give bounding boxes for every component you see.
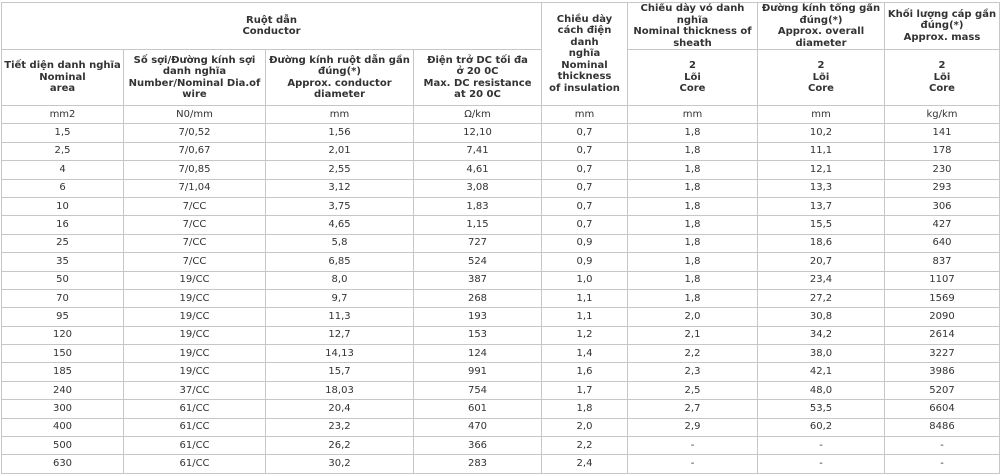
- cell-sheath-thickness: 1,8: [628, 197, 758, 215]
- cell-nominal-area: 150: [2, 345, 124, 363]
- cell-mass: 5207: [885, 381, 1000, 399]
- cell-insulation-thickness: 2,4: [542, 455, 628, 473]
- cell-wire-count: 19/CC: [124, 326, 266, 344]
- cell-conductor-diameter: 14,13: [266, 345, 414, 363]
- cell-sheath-thickness: 2,3: [628, 363, 758, 381]
- cell-nominal-area: 35: [2, 253, 124, 271]
- cell-conductor-diameter: 3,12: [266, 179, 414, 197]
- table-row: [2, 381, 1000, 399]
- cell-nominal-area: 400: [2, 418, 124, 436]
- cell-wire-count: 61/CC: [124, 400, 266, 418]
- cell-sheath-thickness: 2,2: [628, 345, 758, 363]
- cell-sheath-thickness: 1,8: [628, 271, 758, 289]
- cell-overall-diameter: 13,3: [758, 179, 885, 197]
- table-row: [2, 308, 1000, 326]
- cell-sheath-thickness: 1,8: [628, 179, 758, 197]
- cell-mass: 3227: [885, 345, 1000, 363]
- cell-insulation-thickness: 0,7: [542, 124, 628, 142]
- cell-insulation-thickness: 0,7: [542, 197, 628, 215]
- cell-mass: 1569: [885, 289, 1000, 307]
- table-row: [2, 161, 1000, 179]
- header-core-sheath: 2 Lõi Core: [628, 50, 758, 106]
- table-row: [2, 326, 1000, 344]
- cell-sheath-thickness: 2,0: [628, 308, 758, 326]
- cell-dc-resistance: 283: [414, 455, 542, 473]
- cell-insulation-thickness: 1,1: [542, 289, 628, 307]
- cell-sheath-thickness: 1,8: [628, 253, 758, 271]
- table-row: [2, 216, 1000, 234]
- table-row: [2, 253, 1000, 271]
- cell-nominal-area: 16: [2, 216, 124, 234]
- cell-sheath-thickness: 1,8: [628, 142, 758, 160]
- cell-insulation-thickness: 0,9: [542, 253, 628, 271]
- cell-mass: 427: [885, 216, 1000, 234]
- cell-mass: 6604: [885, 400, 1000, 418]
- table-row: [2, 179, 1000, 197]
- header-nominal-area: Tiết diện danh nghĩa Nominal area: [2, 50, 124, 106]
- cell-wire-count: 19/CC: [124, 308, 266, 326]
- cell-sheath-thickness: 2,9: [628, 418, 758, 436]
- cell-insulation-thickness: 1,0: [542, 271, 628, 289]
- cell-dc-resistance: 366: [414, 437, 542, 455]
- cell-wire-count: 19/CC: [124, 271, 266, 289]
- cell-conductor-diameter: 4,65: [266, 216, 414, 234]
- cell-insulation-thickness: 0,7: [542, 142, 628, 160]
- cell-wire-count: 7/CC: [124, 216, 266, 234]
- cell-dc-resistance: 1,15: [414, 216, 542, 234]
- header-conductor-diameter: Đường kính ruột dẫn gần đúng(*) Approx. conductor diameter: [266, 50, 414, 106]
- cell-nominal-area: 95: [2, 308, 124, 326]
- cell-nominal-area: 500: [2, 437, 124, 455]
- cell-mass: 2090: [885, 308, 1000, 326]
- cell-nominal-area: mm2: [2, 106, 124, 124]
- cell-overall-diameter: 34,2: [758, 326, 885, 344]
- cell-wire-count: 61/CC: [124, 437, 266, 455]
- cell-nominal-area: 70: [2, 289, 124, 307]
- cell-conductor-diameter: 18,03: [266, 381, 414, 399]
- cell-insulation-thickness: 0,7: [542, 216, 628, 234]
- cell-sheath-thickness: 2,7: [628, 400, 758, 418]
- cell-dc-resistance: 754: [414, 381, 542, 399]
- cell-dc-resistance: 193: [414, 308, 542, 326]
- cell-dc-resistance: 153: [414, 326, 542, 344]
- cell-insulation-thickness: 1,7: [542, 381, 628, 399]
- cell-conductor-diameter: 26,2: [266, 437, 414, 455]
- cell-overall-diameter: 23,4: [758, 271, 885, 289]
- cell-overall-diameter: 20,7: [758, 253, 885, 271]
- cell-conductor-diameter: 23,2: [266, 418, 414, 436]
- cell-mass: -: [885, 455, 1000, 473]
- cell-nominal-area: 50: [2, 271, 124, 289]
- cell-dc-resistance: 470: [414, 418, 542, 436]
- cell-dc-resistance: 7,41: [414, 142, 542, 160]
- cell-dc-resistance: 268: [414, 289, 542, 307]
- cell-mass: 1107: [885, 271, 1000, 289]
- cell-overall-diameter: 30,8: [758, 308, 885, 326]
- cell-dc-resistance: 124: [414, 345, 542, 363]
- cell-overall-diameter: 38,0: [758, 345, 885, 363]
- cell-conductor-diameter: 30,2: [266, 455, 414, 473]
- header-sheath-thickness: Chiều dày vỏ danh nghĩa Nominal thickness of sheath: [628, 3, 758, 50]
- cell-overall-diameter: 18,6: [758, 234, 885, 252]
- cell-wire-count: 19/CC: [124, 289, 266, 307]
- cell-insulation-thickness: 1,1: [542, 308, 628, 326]
- cell-nominal-area: 25: [2, 234, 124, 252]
- table-row: [2, 234, 1000, 252]
- table-row: [2, 400, 1000, 418]
- cell-wire-count: 19/CC: [124, 363, 266, 381]
- cell-nominal-area: 300: [2, 400, 124, 418]
- table-row: [2, 345, 1000, 363]
- cell-mass: 640: [885, 234, 1000, 252]
- cell-nominal-area: 120: [2, 326, 124, 344]
- header-dc-resistance: Điện trở DC tối đa ở 20 0C Max. DC resistance at 20 0C: [414, 50, 542, 106]
- cell-sheath-thickness: 1,8: [628, 289, 758, 307]
- table-row: [2, 363, 1000, 381]
- cell-wire-count: 7/CC: [124, 197, 266, 215]
- cell-overall-diameter: -: [758, 437, 885, 455]
- cell-nominal-area: 185: [2, 363, 124, 381]
- cell-dc-resistance: 3,08: [414, 179, 542, 197]
- cell-conductor-diameter: 20,4: [266, 400, 414, 418]
- cell-insulation-thickness: 1,4: [542, 345, 628, 363]
- cable-spec-table: [1, 2, 1000, 474]
- cell-overall-diameter: 60,2: [758, 418, 885, 436]
- table-row: [2, 437, 1000, 455]
- cell-insulation-thickness: mm: [542, 106, 628, 124]
- cell-conductor-diameter: 2,01: [266, 142, 414, 160]
- cell-mass: 293: [885, 179, 1000, 197]
- table-row: [2, 197, 1000, 215]
- cell-wire-count: 7/1,04: [124, 179, 266, 197]
- cell-insulation-thickness: 1,8: [542, 400, 628, 418]
- cell-conductor-diameter: mm: [266, 106, 414, 124]
- cell-mass: 8486: [885, 418, 1000, 436]
- cell-overall-diameter: 48,0: [758, 381, 885, 399]
- cell-dc-resistance: 524: [414, 253, 542, 271]
- cell-dc-resistance: 1,83: [414, 197, 542, 215]
- cell-insulation-thickness: 2,2: [542, 437, 628, 455]
- cell-conductor-diameter: 5,8: [266, 234, 414, 252]
- cell-wire-count: 7/0,85: [124, 161, 266, 179]
- cell-sheath-thickness: 2,1: [628, 326, 758, 344]
- cell-insulation-thickness: 2,0: [542, 418, 628, 436]
- cell-insulation-thickness: 1,6: [542, 363, 628, 381]
- cell-sheath-thickness: 1,8: [628, 234, 758, 252]
- cell-mass: 837: [885, 253, 1000, 271]
- cell-sheath-thickness: -: [628, 455, 758, 473]
- cell-overall-diameter: 10,2: [758, 124, 885, 142]
- cell-sheath-thickness: mm: [628, 106, 758, 124]
- cell-nominal-area: 4: [2, 161, 124, 179]
- cell-wire-count: 7/CC: [124, 234, 266, 252]
- cell-wire-count: 19/CC: [124, 345, 266, 363]
- cell-sheath-thickness: 1,8: [628, 216, 758, 234]
- header-core-diameter: 2 Lõi Core: [758, 50, 885, 106]
- cell-wire-count: 37/CC: [124, 381, 266, 399]
- cell-conductor-diameter: 3,75: [266, 197, 414, 215]
- cell-overall-diameter: 15,5: [758, 216, 885, 234]
- table-row: [2, 418, 1000, 436]
- cell-nominal-area: 1,5: [2, 124, 124, 142]
- cell-conductor-diameter: 9,7: [266, 289, 414, 307]
- cell-insulation-thickness: 0,7: [542, 161, 628, 179]
- cell-overall-diameter: 13,7: [758, 197, 885, 215]
- header-core-mass: 2 Lõi Core: [885, 50, 1000, 106]
- cell-conductor-diameter: 15,7: [266, 363, 414, 381]
- cell-sheath-thickness: 1,8: [628, 161, 758, 179]
- cell-wire-count: 7/CC: [124, 253, 266, 271]
- cell-dc-resistance: 601: [414, 400, 542, 418]
- cell-mass: 178: [885, 142, 1000, 160]
- cell-dc-resistance: 12,10: [414, 124, 542, 142]
- cell-wire-count: N0/mm: [124, 106, 266, 124]
- cell-nominal-area: 2,5: [2, 142, 124, 160]
- cell-wire-count: 7/0,67: [124, 142, 266, 160]
- cell-nominal-area: 6: [2, 179, 124, 197]
- cell-overall-diameter: 42,1: [758, 363, 885, 381]
- cell-overall-diameter: 27,2: [758, 289, 885, 307]
- cell-overall-diameter: 53,5: [758, 400, 885, 418]
- cell-dc-resistance: 727: [414, 234, 542, 252]
- cell-mass: -: [885, 437, 1000, 455]
- cell-wire-count: 61/CC: [124, 455, 266, 473]
- cell-dc-resistance: 991: [414, 363, 542, 381]
- units-row: [2, 106, 1000, 124]
- table-row: [2, 455, 1000, 473]
- cell-conductor-diameter: 12,7: [266, 326, 414, 344]
- cell-sheath-thickness: 2,5: [628, 381, 758, 399]
- header-conductor-group: Ruột dẫn Conductor: [2, 3, 542, 50]
- cell-nominal-area: 10: [2, 197, 124, 215]
- cell-nominal-area: 630: [2, 455, 124, 473]
- cell-mass: 141: [885, 124, 1000, 142]
- cell-mass: 306: [885, 197, 1000, 215]
- cell-mass: 3986: [885, 363, 1000, 381]
- header-overall-diameter: Đường kính tổng gần đúng(*) Approx. overall diameter: [758, 3, 885, 50]
- cell-sheath-thickness: -: [628, 437, 758, 455]
- cell-overall-diameter: 12,1: [758, 161, 885, 179]
- cell-conductor-diameter: 6,85: [266, 253, 414, 271]
- cell-sheath-thickness: 1,8: [628, 124, 758, 142]
- cell-dc-resistance: 387: [414, 271, 542, 289]
- cell-mass: kg/km: [885, 106, 1000, 124]
- table-row: [2, 124, 1000, 142]
- cell-wire-count: 61/CC: [124, 418, 266, 436]
- cell-conductor-diameter: 11,3: [266, 308, 414, 326]
- cell-insulation-thickness: 1,2: [542, 326, 628, 344]
- header-mass: Khối lượng cáp gần đúng(*) Approx. mass: [885, 3, 1000, 50]
- cell-conductor-diameter: 1,56: [266, 124, 414, 142]
- cell-nominal-area: 240: [2, 381, 124, 399]
- cell-overall-diameter: 11,1: [758, 142, 885, 160]
- cell-overall-diameter: mm: [758, 106, 885, 124]
- cell-dc-resistance: 4,61: [414, 161, 542, 179]
- cell-conductor-diameter: 2,55: [266, 161, 414, 179]
- cell-wire-count: 7/0,52: [124, 124, 266, 142]
- header-insulation-thickness: Chiều dày cách điện danh nghĩa Nominal thickness of insulation: [542, 3, 628, 106]
- header-wire-count: Số sợi/Đường kính sợi danh nghĩa Number/Nominal Dia.of wire: [124, 50, 266, 106]
- cell-insulation-thickness: 0,7: [542, 179, 628, 197]
- table-row: [2, 271, 1000, 289]
- table-row: [2, 142, 1000, 160]
- cell-overall-diameter: -: [758, 455, 885, 473]
- table-row: [2, 289, 1000, 307]
- cell-mass: 2614: [885, 326, 1000, 344]
- table-body: [2, 106, 1000, 474]
- cell-mass: 230: [885, 161, 1000, 179]
- cell-insulation-thickness: 0,9: [542, 234, 628, 252]
- cell-conductor-diameter: 8,0: [266, 271, 414, 289]
- cell-dc-resistance: Ω/km: [414, 106, 542, 124]
